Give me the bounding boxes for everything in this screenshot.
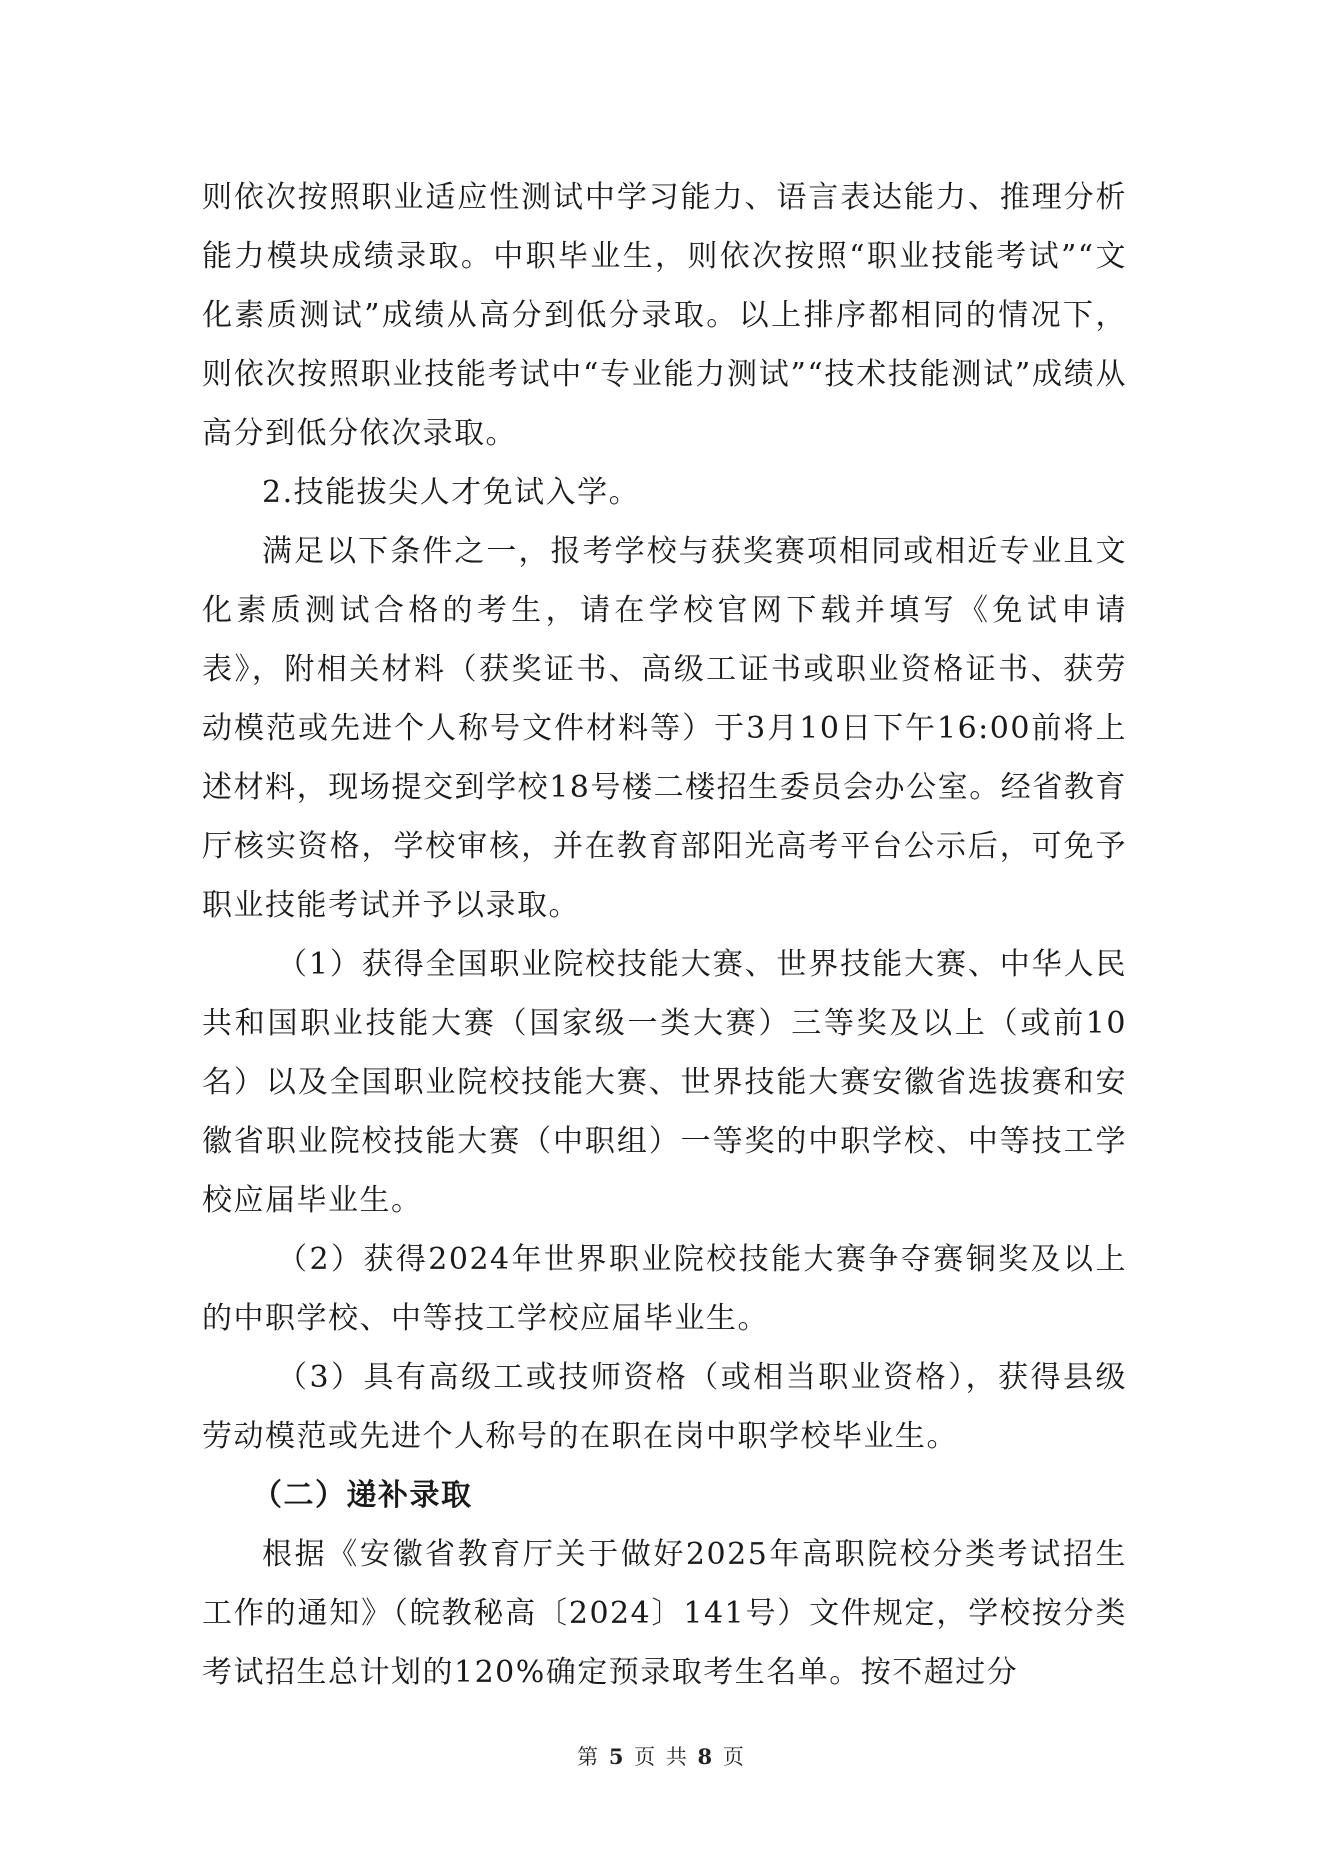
paragraph-1: 则依次按照职业适应性测试中学习能力、语言表达能力、推理分析能力模块成绩录取。中职毕业生，则依次按照“职业技能考试”“文化素质测试”成绩从高分到低分录取。以上排序都相同的情况下，则依次按照职业技能考试中“专业能力测试”“技术技能测试”成绩从高分到低分依次录取。 [202, 180, 1127, 451]
footer-middle: 页 共 [634, 1745, 689, 1769]
paragraph-5: （2）获得2024年世界职业院校技能大赛争夺赛铜奖及以上的中职学校、中等技工学校应届毕业生。 [202, 1242, 1127, 1336]
footer-suffix: 页 [722, 1745, 746, 1769]
paragraph-2-subheading: 2.技能拔尖人才免试入学。 [262, 475, 641, 510]
paragraph-4: （1）获得全国职业院校技能大赛、世界技能大赛、中华人民共和国职业技能大赛（国家级一类大赛）三等奖及以上（或前10名）以及全国职业院校技能大赛、世界技能大赛安徽省选拔赛和安徽省职业院校技能大赛（中职组）一等奖的中职学校、中等技工学校应届毕业生。 [202, 947, 1127, 1218]
section-heading: （二）递补录取 [252, 1478, 473, 1513]
footer-current-page: 5 [608, 1744, 626, 1769]
paragraph-6: （3）具有高级工或技师资格（或相当职业资格），获得县级劳动模范或先进个人称号的在职在岗中职学校毕业生。 [202, 1360, 1127, 1454]
paragraph-3: 满足以下条件之一，报考学校与获奖赛项相同或相近专业且文化素质测试合格的考生，请在学校官网下载并填写《免试申请表》，附相关材料（获奖证书、高级工证书或职业资格证书、获劳动模范或先进个人称号文件材料等）于3月10日下午16:00前将上述材料，现场提交到学校18号楼二楼招生委员会办公室。经省教育厅核实资格，学校审核，并在教育部阳光高考平台公示后，可免予职业技能考试并予以录取。 [202, 534, 1127, 923]
footer-total-pages: 8 [697, 1744, 715, 1769]
paragraph-7: 根据《安徽省教育厅关于做好2025年高职院校分类考试招生工作的通知》（皖教秘高〔2024〕141号）文件规定，学校按分类考试招生总计划的120%确定预录取考生名单。按不超过分 [202, 1537, 1127, 1690]
footer-prefix: 第 [577, 1745, 601, 1769]
page-footer [0, 1741, 1323, 1771]
page-body [202, 168, 1127, 1702]
